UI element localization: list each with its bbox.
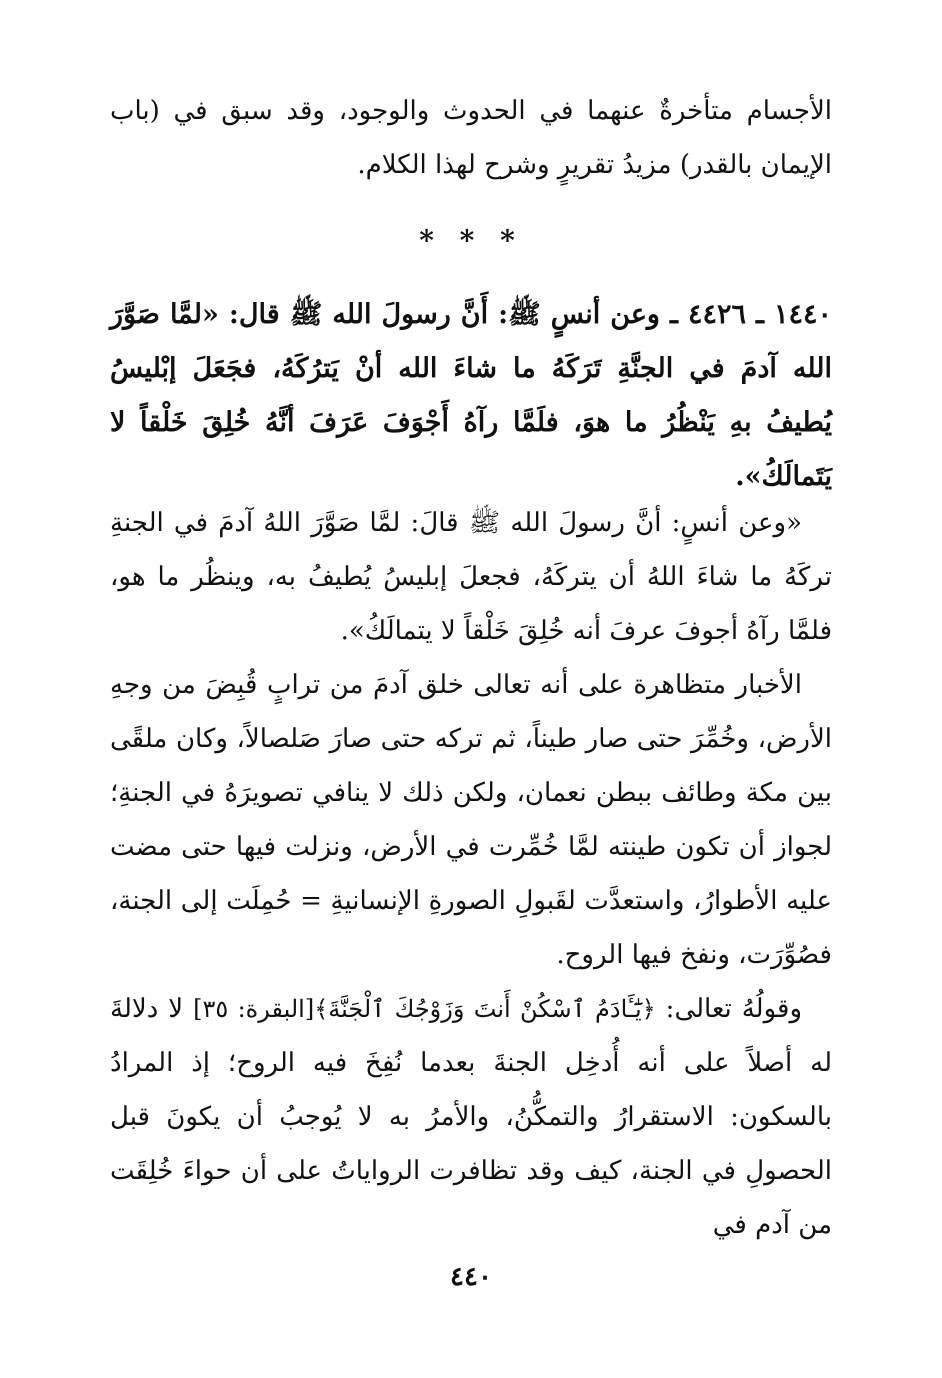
section-separator: * * * xyxy=(419,224,523,257)
intro-paragraph xyxy=(110,84,832,192)
commentary-paragraph-1: الأخبار متظاهرة على أنه تعالى خلق آدمَ من ترابٍ قُبِضَ من وجهِ الأرض، وخُمِّرَ حتى صار طيناً، ثم تركه حتى صارَ صَلصالاً، وكان ملقًى بين مكة وطائف ببطن نعمان، ولكن ذلك لا ينافي تصويرَهُ في الجنةِ؛ لجواز أن تكون طينته لمَّا خُمِّرت في الأرض، ونزلت فيها حتى مضت عليه الأطوارُ، واستعدَّت لقَبولِ الصورةِ الإنسانيةِ = حُمِلَت إلى الجنة، فصُوِّرَت، ونفخ فيها الروح. xyxy=(110,670,833,970)
commentary-paragraph-2-rest: لا دلالةَ له أصلاً على أنه أُدخِل الجنةَ بعدما نُفِخَ فيه الروح؛ إذ المرادُ بالسكون: الاستقرارُ والتمكُّنُ، والأمرُ به لا يُوجبُ أن يكونَ قبل الحصولِ في الجنة، كيف وقد تظافرت الرواياتُ على أن حواءَ خُلِقَت من آدم في xyxy=(110,994,832,1240)
page-number: ٤٤٠ xyxy=(450,1262,492,1292)
commentary-quote: «وعن أنسٍ: أنَّ رسولَ الله ﷺ قالَ: لمَّا صَوَّرَ اللهُ آدمَ في الجنةِ تركَهُ ما شاءَ اللهُ أن يتركَهُ، فجعلَ إبليسُ يُطيفُ به، وينظُر ما هو، فلمَّا رآهُ أجوفَ عرفَ أنه خُلِقَ خَلْقاً لا يتمالَكُ». xyxy=(110,508,832,646)
verse-reference: [البقرة: ٣٥] xyxy=(193,995,315,1023)
commentary-paragraph-2-start: وقولُهُ تعالى: xyxy=(655,994,802,1024)
intro-text: الأجسام متأخرةٌ عنهما في الحدوث والوجود، وقد سبق في (باب الإيمان بالقدر) مزيدُ تقريرٍ وشرح لهذا الكلام. xyxy=(110,96,832,180)
hadith-text: ١٤٤٠ ـ ٤٤٢٦ ـ وعن أنسٍ ﷺ: أَنَّ رسولَ الله ﷺ قال: «لمَّا صَوَّرَ الله آدمَ في الجنَّةِ تَرَكَهُ ما شاءَ الله أنْ يَترُكَهُ، فجَعَلَ إبْليسُ يُطيفُ بهِ يَنْظُرُ ما هوَ، فلَمَّا رآهُ أَجْوَفَ عَرَفَ أنَّهُ خُلِقَ خَلْقاً لا يَتَمالَكُ». xyxy=(110,299,832,492)
commentary-block xyxy=(110,496,832,1252)
quran-verse: ﴿يَٰٓـَٔادَمُ ٱسْكُنْ أَنتَ وَزَوْجُكَ ٱلْجَنَّةَ﴾ xyxy=(314,995,656,1023)
commentary-paragraph-2 xyxy=(110,982,832,1252)
hadith-block xyxy=(110,288,832,504)
